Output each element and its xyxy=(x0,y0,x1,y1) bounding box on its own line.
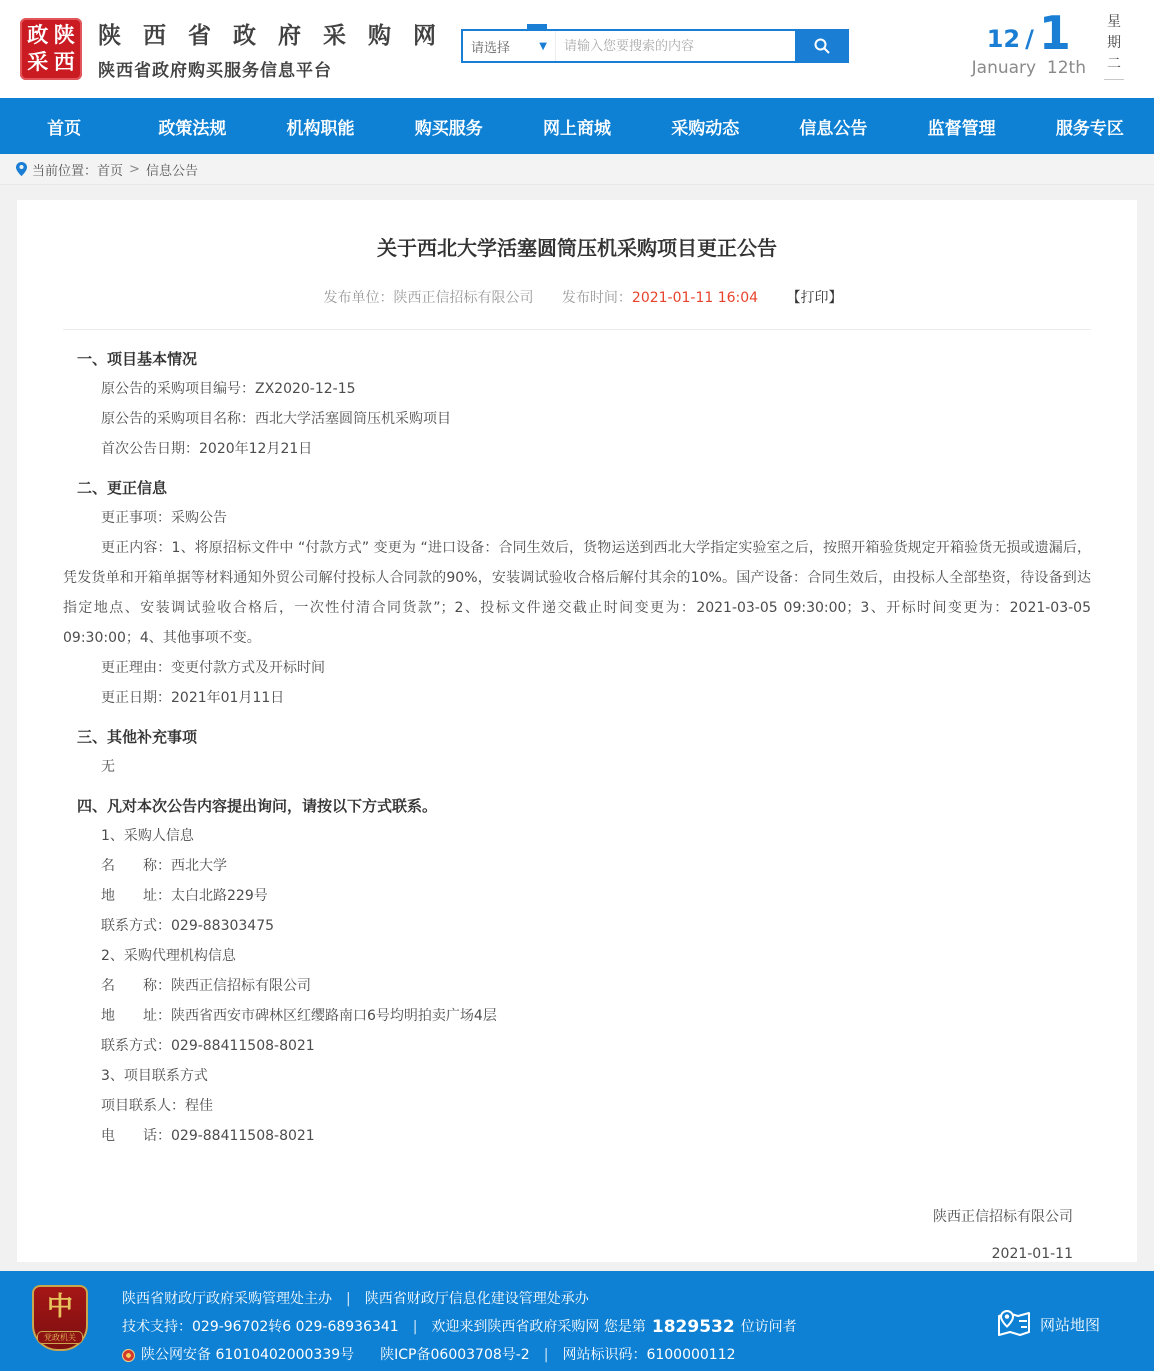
date-widget xyxy=(971,6,1124,80)
article-paragraph: 3、项目联系方式 xyxy=(101,1068,208,1084)
article-paragraph: 电 话：029-88411508-8021 xyxy=(101,1128,315,1144)
publish-time-info: 发布时间：2021-01-11 16:04 xyxy=(561,290,759,306)
search-category-select[interactable] xyxy=(463,31,555,61)
announcement-title: 关于西北大学活塞圆筒压机采购项目更正公告 xyxy=(377,236,777,260)
article-paragraph: 联系方式：029-88411508-8021 xyxy=(101,1038,315,1054)
site-title: 陕 西 省 政 府 采 购 网 xyxy=(98,23,444,49)
article-paragraph: 更正日期：2021年01月11日 xyxy=(101,690,285,706)
seal-char: 政 xyxy=(27,23,49,47)
site-header xyxy=(0,0,1154,98)
publish-time-value: 2021-01-11 16:04 xyxy=(631,290,759,306)
signature-date: 2021-01-11 xyxy=(991,1246,1073,1262)
search-tab-marker xyxy=(527,24,547,30)
nav-item-2[interactable]: 机构职能 xyxy=(286,118,355,139)
nav-item-3[interactable]: 购买服务 xyxy=(414,118,483,139)
article-paragraph: 无 xyxy=(101,759,115,775)
chevron-down-icon: ▼ xyxy=(539,40,547,52)
article-paragraph: 首次公告日期：2020年12月21日 xyxy=(101,441,313,457)
section-heading: 三、其他补充事项 xyxy=(77,728,198,746)
article-paragraph: 原公告的采购项目编号：ZX2020-12-15 xyxy=(101,381,356,397)
article-paragraph: 地 址：陕西省西安市碑林区红缨路南口6号均明拍卖广场4层 xyxy=(101,1008,497,1024)
search-button[interactable] xyxy=(795,29,849,63)
search-bar xyxy=(461,29,849,63)
site-logo[interactable] xyxy=(20,17,443,81)
signature-block xyxy=(63,1199,1091,1273)
sitemap-label: 网站地图 xyxy=(1039,1315,1100,1334)
signature-company: 陕西正信招标有限公司 xyxy=(933,1209,1073,1225)
publisher-info: 发布单位：陕西正信招标有限公司 xyxy=(323,290,534,306)
date-month: 12 xyxy=(986,25,1021,53)
article-paragraph: 2、采购代理机构信息 xyxy=(101,948,236,964)
nav-item-8[interactable]: 服务专区 xyxy=(1055,118,1124,139)
announcement-body xyxy=(63,344,1091,1151)
map-icon xyxy=(997,1309,1031,1339)
article-paragraph: 更正理由：变更付款方式及开标时间 xyxy=(101,660,325,676)
nav-item-4[interactable]: 网上商城 xyxy=(542,118,611,139)
site-footer xyxy=(0,1271,1154,1371)
footer-line-3: 陕公网安备 61010402000339号 陕ICP备06003708号-2 | 网站标识码：6100000112 xyxy=(122,1341,797,1369)
print-button[interactable]: 【打印】 xyxy=(786,290,843,306)
announcement-meta xyxy=(63,287,1091,330)
seal-logo-icon xyxy=(20,18,82,80)
article-paragraph: 联系方式：029-88303475 xyxy=(101,918,275,934)
announcement-card xyxy=(17,200,1137,1262)
footer-line-2: 技术支持：029-96702转6 029-68936341 | 欢迎来到陕西省政府采购网 您是第 1829532 位访问者 xyxy=(122,1313,797,1341)
government-badge-icon: 中 党政机关 xyxy=(32,1285,88,1351)
footer-line-1: 陕西省财政厅政府采购管理处主办 | 陕西省财政厅信息化建设管理处承办 xyxy=(122,1291,589,1307)
breadcrumb xyxy=(0,154,1154,185)
breadcrumb-prefix: 当前位置： xyxy=(32,163,98,179)
seal-char: 陕 xyxy=(53,23,75,47)
date-english: January 12th xyxy=(971,58,1086,78)
date-weekday: 星期二 xyxy=(1104,12,1124,80)
search-icon xyxy=(813,37,831,55)
article-paragraph: 地 址：太白北路229号 xyxy=(101,888,268,904)
sitemap-link[interactable] xyxy=(997,1309,1100,1339)
main-nav xyxy=(0,98,1154,154)
article-paragraph: 1、采购人信息 xyxy=(101,828,194,844)
section-heading: 二、更正信息 xyxy=(77,479,168,497)
nav-item-5[interactable]: 采购动态 xyxy=(671,118,740,139)
date-slash: / xyxy=(1025,25,1034,53)
breadcrumb-home-link[interactable]: 首页 xyxy=(97,163,124,179)
nav-item-0[interactable]: 首页 xyxy=(47,118,82,139)
seal-char: 采 xyxy=(27,49,49,74)
public-security-emblem-icon xyxy=(122,1349,135,1362)
article-paragraph: 项目联系人：程佳 xyxy=(101,1098,213,1114)
nav-item-1[interactable]: 政策法规 xyxy=(158,118,227,139)
section-heading: 四、凡对本次公告内容提出询问，请按以下方式联系。 xyxy=(77,797,438,815)
breadcrumb-current[interactable]: 信息公告 xyxy=(145,163,198,179)
section-heading: 一、项目基本情况 xyxy=(77,350,198,368)
article-paragraph: 名 称：西北大学 xyxy=(101,858,227,874)
search-category-value: 请选择 xyxy=(471,40,511,56)
article-paragraph: 名 称：陕西正信招标有限公司 xyxy=(101,978,311,994)
location-pin-icon xyxy=(16,162,27,176)
seal-char: 西 xyxy=(53,49,75,74)
article-paragraph: 原公告的采购项目名称：西北大学活塞圆筒压机采购项目 xyxy=(101,411,451,427)
search-input[interactable] xyxy=(555,31,797,61)
badge-label: 党政机关 xyxy=(37,1331,83,1344)
date-day: 1 xyxy=(1038,6,1071,60)
content-area xyxy=(0,185,1154,1271)
article-paragraph: 更正事项：采购公告 xyxy=(101,510,227,526)
nav-item-7[interactable]: 监督管理 xyxy=(927,118,996,139)
nav-item-6[interactable]: 信息公告 xyxy=(799,118,868,139)
site-subtitle: 陕西省政府购买服务信息平台 xyxy=(98,61,332,81)
article-paragraph: 更正内容：1、将原招标文件中 “付款方式” 变更为 “进口设备：合同生效后，货物运送到西北大学指定实验室之后，按照开箱验货规定开箱验货无损或遗漏后，凭发货单和开箱单据等材料通知外贸公司解付投标人合同款的90%，安装调试验收合格后解付其余的10%。国产设备：合同生效后，由投标人全部垫资，待设备到达指定地点、安装调试验收合格后，一次性付清合同货款”；2、投标文件递交截止时间变更为：2021-03-05 09:30:00；3、开标时间变更为：2021-03-05 09:30:00；4、其他事项不变。 xyxy=(63,540,1091,646)
breadcrumb-separator: > xyxy=(129,161,140,177)
footer-text xyxy=(122,1285,797,1369)
visitor-count: 1829532 xyxy=(651,1317,735,1337)
